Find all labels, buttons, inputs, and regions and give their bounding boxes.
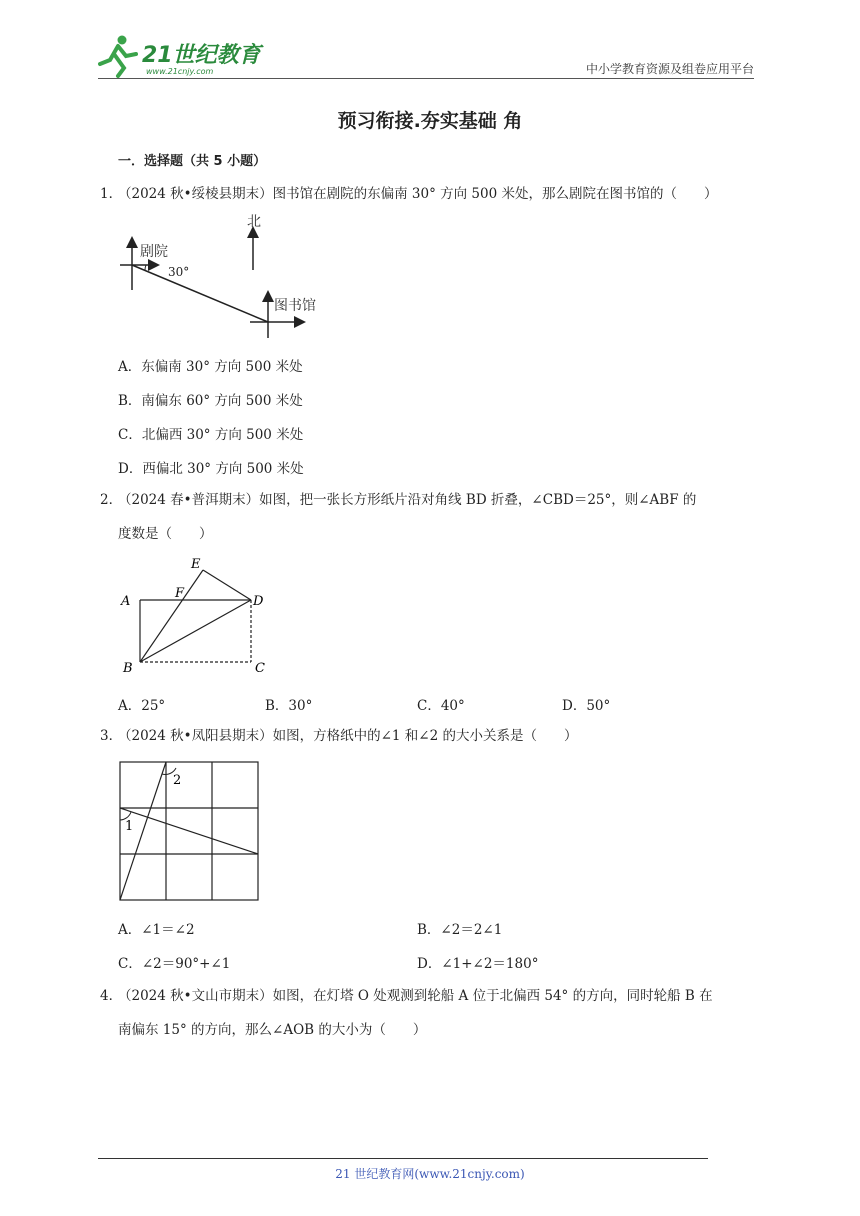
label-d: D <box>253 594 264 609</box>
label-f: F <box>175 586 185 601</box>
question-3-figure <box>115 756 265 904</box>
header-platform-text: 中小学教育资源及组卷应用平台 <box>585 62 754 76</box>
angle-1-label: 1 <box>125 819 134 834</box>
question-4-line-1: （2024 秋•文山市期末）如图，在灯塔 O 处观测到轮船 A 位于北偏西 54° 的方向，同时轮船 B 在 <box>118 988 713 1004</box>
edge-be <box>140 570 203 662</box>
question-1-text: （2024 秋•绥棱县期末）图书馆在剧院的东偏南 30° 方向 500 米处，那么剧院在图书馆的（ ） <box>118 186 718 202</box>
question-1-option-c: C．北偏西 30° 方向 500 米处 <box>118 427 304 443</box>
runner-icon <box>100 36 136 77</box>
angle-label: 30° <box>168 265 190 279</box>
footer-text: 21 世纪教育网(www.21cnjy.com) <box>335 1167 525 1181</box>
question-4-number: 4． <box>100 988 123 1004</box>
logo-url: www.21cnjy.com <box>146 67 214 76</box>
label-b: B <box>123 661 133 676</box>
page-title: 预习衔接.夯实基础 角 <box>337 110 523 132</box>
footer-divider <box>98 1158 708 1159</box>
angle-2-label: 2 <box>173 773 182 788</box>
question-4-line-2: 南偏东 15° 的方向，那么∠AOB 的大小为（ ） <box>118 1022 427 1038</box>
question-3-option-a: A．∠1＝∠2 <box>118 922 195 938</box>
question-3-option-d: D．∠1+∠2＝180° <box>417 956 539 972</box>
question-2-option-a: A．25° <box>118 698 166 714</box>
question-2-option-d: D．50° <box>562 698 611 714</box>
question-1-option-d: D．西偏北 30° 方向 500 米处 <box>118 461 304 477</box>
header-divider <box>98 78 754 79</box>
question-2-number: 2． <box>100 492 123 508</box>
question-3-number: 3． <box>100 728 123 744</box>
question-3-option-c: C．∠2＝90°+∠1 <box>118 956 231 972</box>
question-2-line-2: 度数是（ ） <box>118 526 213 542</box>
label-e: E <box>191 557 201 572</box>
question-1-option-b: B．南偏东 60° 方向 500 米处 <box>118 393 303 409</box>
library-label: 图书馆 <box>274 298 316 314</box>
question-1-figure <box>110 210 340 340</box>
logo-text: 21世纪教育 <box>142 43 261 68</box>
section-heading: 一．选择题（共 5 小题） <box>118 154 267 169</box>
label-a: A <box>121 594 131 609</box>
question-1-number: 1． <box>100 186 123 202</box>
north-label: 北 <box>247 214 261 230</box>
question-3-option-b: B．∠2＝2∠1 <box>417 922 503 938</box>
question-2-line-1: （2024 春•普洱期末）如图，把一张长方形纸片沿对角线 BD 折叠，∠CBD＝25°，则∠ABF 的 <box>118 492 697 508</box>
direction-line <box>132 265 268 322</box>
site-logo <box>96 30 266 78</box>
question-2-figure <box>115 552 275 677</box>
edge-ed <box>203 570 251 600</box>
shallow-line <box>120 808 258 854</box>
question-3-text: （2024 秋•凤阳县期末）如图，方格纸中的∠1 和∠2 的大小关系是（ ） <box>118 728 578 744</box>
label-c: C <box>255 661 265 676</box>
theater-label: 剧院 <box>140 244 168 260</box>
question-2-option-c: C．40° <box>417 698 465 714</box>
question-1-option-a: A．东偏南 30° 方向 500 米处 <box>118 359 303 375</box>
diagonal-bd <box>140 600 251 662</box>
question-2-option-b: B．30° <box>265 698 313 714</box>
